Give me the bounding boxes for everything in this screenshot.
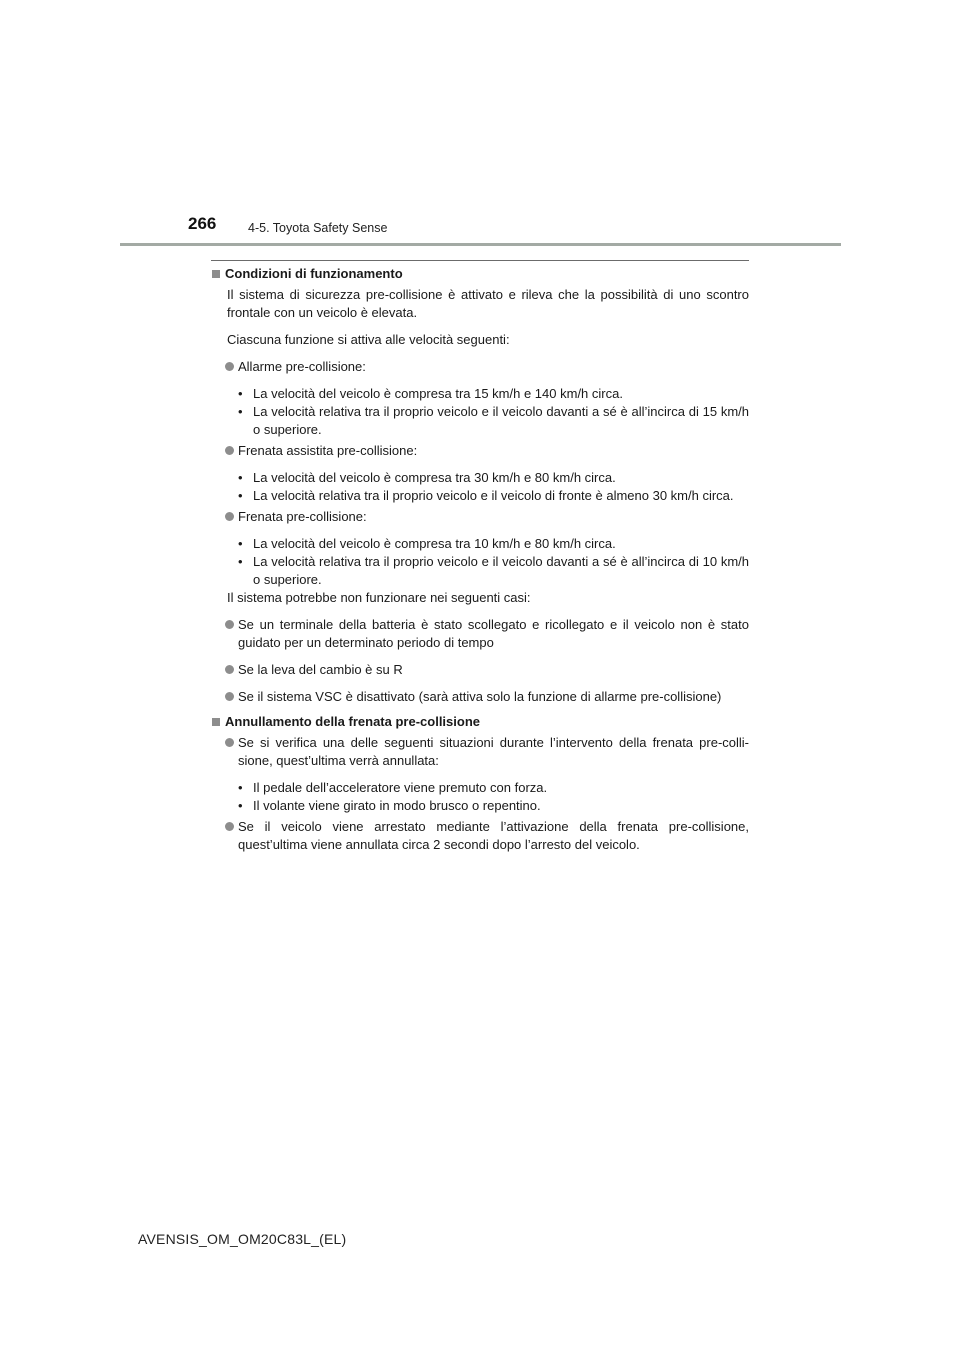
sub-list-item [211,535,749,553]
sub-list-item [211,469,749,487]
circle-bullet-icon [225,822,234,831]
sub-list-item [211,797,749,815]
sub-list-item-text: La velocità relativa tra il proprio veicolo e il veicolo davanti a sé è all’incirca di 15 km/h o superiore. [253,404,749,437]
circle-bullet-icon [225,665,234,674]
list-item [211,358,749,376]
square-marker-icon [212,718,220,726]
list-item-text: Frenata assistita pre-collisione: [238,443,418,458]
bullet-icon: • [238,554,243,569]
list-item-text: Allarme pre-collisione: [238,359,366,374]
list-item-text: Se il veicolo viene arrestato mediante l’attivazione della frenata pre-collisione, quest’ultima viene annullata circa 2 secondi dopo l’arresto del veicolo. [238,819,749,852]
sub-list-item-text: Il volante viene girato in modo brusco o repentino. [253,798,541,813]
list-item-text: Se un terminale della batteria è stato scollegato e ricollegato e il veicolo non è stato guidato per un determinato periodo di tempo [238,617,749,650]
sub-list-item-text: La velocità del veicolo è compresa tra 30 km/h e 80 km/h circa. [253,470,616,485]
paragraph: Il sistema potrebbe non funzionare nei seguenti casi: [227,590,531,605]
paragraph: Ciascuna funzione si attiva alle velocità seguenti: [227,332,510,347]
sub-list-item [211,487,749,505]
sub-list-item [211,385,749,403]
bullet-icon: • [238,798,243,813]
sub-list-item [211,553,749,589]
heading-text: Condizioni di funzionamento [225,266,403,281]
bullet-icon: • [238,488,243,503]
square-marker-icon [212,270,220,278]
sub-list-item [211,779,749,797]
list-item [211,818,749,854]
circle-bullet-icon [225,692,234,701]
section-title: 4-5. Toyota Safety Sense [248,221,388,235]
sub-list-item-text: La velocità del veicolo è compresa tra 10 km/h e 80 km/h circa. [253,536,616,551]
bullet-icon: • [238,386,243,401]
bullet-icon: • [238,536,243,551]
list-item [211,661,749,679]
page-content [211,265,749,854]
sub-list-item-text: La velocità relativa tra il proprio veicolo e il veicolo davanti a sé è all’incirca di 10 km/h o superiore. [253,554,749,587]
list-item [211,442,749,460]
list-item-text: Se si verifica una delle seguenti situazioni durante l’intervento della frenata pre-colli- sione, quest’ultima verrà annullata: [238,735,749,768]
sub-list-item-text: La velocità del veicolo è compresa tra 15 km/h e 140 km/h circa. [253,386,623,401]
list-item-text: Frenata pre-collisione: [238,509,367,524]
heading-operating-conditions [211,265,749,283]
page-number: 266 [188,214,217,233]
paragraph: Il sistema di sicurezza pre-collisione è attivato e rileva che la possibilità di uno scontro frontale con un veicolo è elevata. [227,287,749,320]
bullet-icon: • [238,470,243,485]
list-item-text: Se la leva del cambio è su R [238,662,403,677]
heading-pre-collision-cancel [211,713,749,731]
header-rule [120,243,841,246]
circle-bullet-icon [225,446,234,455]
heading-text: Annullamento della frenata pre-collisione [225,714,480,729]
sub-list-item-text: La velocità relativa tra il proprio veicolo e il veicolo di fronte è almeno 30 km/h circa. [253,488,734,503]
bullet-icon: • [238,404,243,419]
list-item [211,616,749,652]
footer-document-code: AVENSIS_OM_OM20C83L_(EL) [138,1231,347,1247]
content-rule [211,260,749,261]
bullet-icon: • [238,780,243,795]
list-item [211,688,749,706]
circle-bullet-icon [225,738,234,747]
circle-bullet-icon [225,362,234,371]
list-item-text: Se il sistema VSC è disattivato (sarà attiva solo la funzione di allarme pre-collisione) [238,689,722,704]
circle-bullet-icon [225,620,234,629]
list-item [211,734,749,770]
list-item [211,508,749,526]
sub-list-item-text: Il pedale dell’acceleratore viene premuto con forza. [253,780,548,795]
circle-bullet-icon [225,512,234,521]
sub-list-item [211,403,749,439]
